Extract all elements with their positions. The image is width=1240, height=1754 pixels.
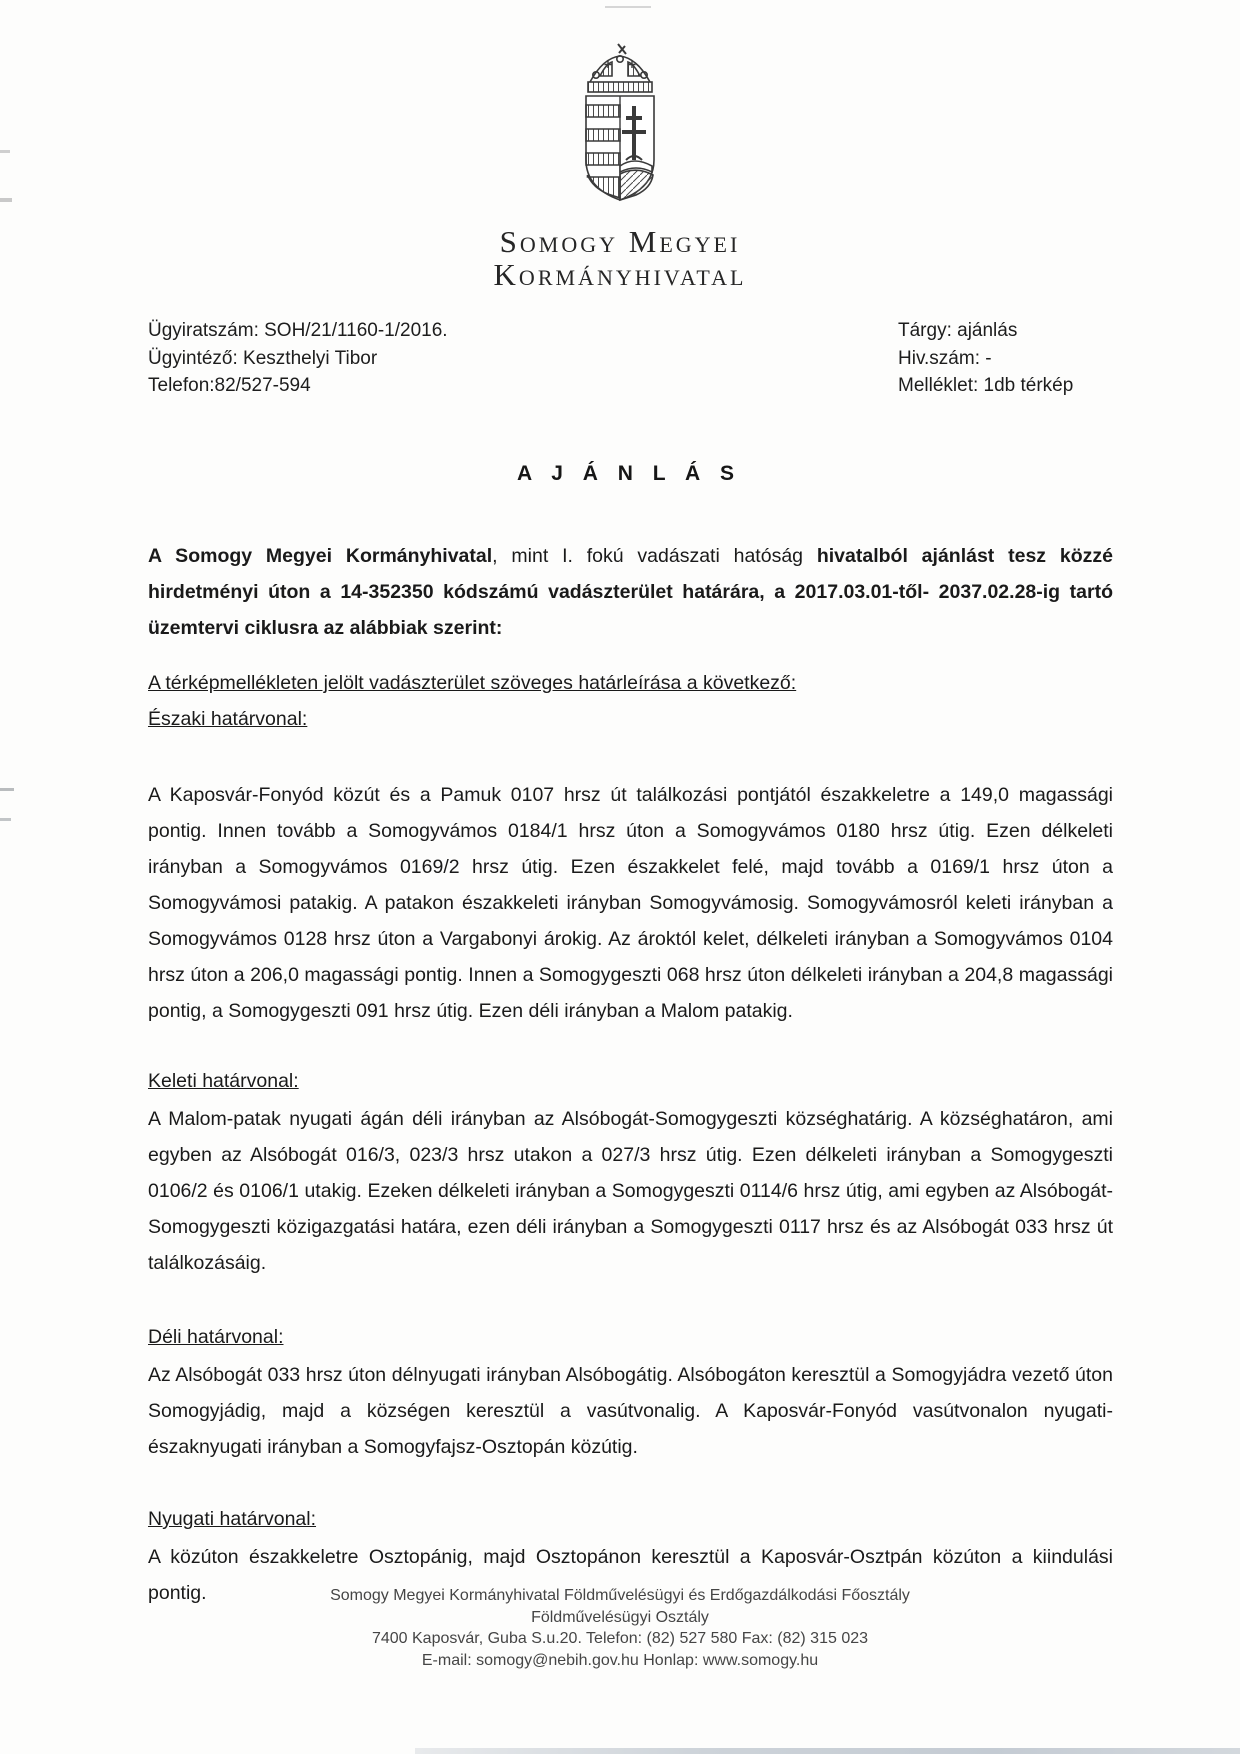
clerk-name: Ügyintéző: Keszthelyi Tibor bbox=[148, 347, 378, 369]
footer-contact-block bbox=[0, 1585, 1240, 1671]
scan-artifact bbox=[0, 150, 10, 153]
map-annex-note: A térképmellékleten jelölt vadászterület szöveges határleírása a következő: bbox=[148, 672, 797, 694]
section-heading-east: Keleti határvonal: bbox=[148, 1070, 299, 1092]
scan-artifact bbox=[0, 788, 14, 791]
section-body-east: A Malom-patak nyugati ágán déli irányban az Alsóbogát-Somogygeszti községhatárig. A községhatáron, ami egyben az Alsóbogát 016/3, 023/3 hrsz utakon a 027/3 hrsz útig. Ezen délkeleti irányban a Somogygeszti 0106/2 és 0106/1 utakig. Ezeken délkeleti irányban a Somogygeszti 0114/6 hrsz útig, ami egyben az Alsóbogát-Somogygeszti közigazgatási határa, ezen déli irányban a Somogygeszti 0117 hrsz és az Alsóbogát 033 hrsz út találkozásáig. bbox=[148, 1108, 1113, 1274]
intro-regular-mid: , mint I. fokú vadászati hatóság bbox=[492, 544, 817, 567]
document-body bbox=[0, 538, 1240, 1612]
scan-artifact bbox=[0, 818, 11, 821]
document-title: A J Á N L Á S bbox=[516, 461, 742, 485]
hungarian-coat-of-arms-icon bbox=[556, 201, 684, 218]
section-heading-south: Déli határvonal: bbox=[148, 1326, 284, 1348]
header bbox=[0, 0, 1240, 291]
intro-bold-lead: A Somogy Megyei Kormányhivatal bbox=[148, 544, 493, 567]
subject-line: Tárgy: ajánlás bbox=[898, 320, 1018, 341]
section-east-boundary bbox=[148, 1063, 1113, 1281]
org-name-line2: Kormányhivatal bbox=[493, 257, 747, 292]
intro-paragraph bbox=[148, 538, 1113, 646]
phone-number: Telefon:82/527-594 bbox=[148, 375, 311, 396]
footer-address-phone: 7400 Kaposvár, Guba S.u.20. Telefon: (82) 527 580 Fax: (82) 315 023 bbox=[371, 1630, 869, 1647]
meta-left bbox=[148, 317, 448, 400]
case-number: Ügyiratszám: SOH/21/1160-1/2016. bbox=[148, 320, 448, 341]
org-name bbox=[0, 225, 1240, 291]
section-south-boundary bbox=[148, 1319, 1113, 1465]
footer-email-web: E-mail: somogy@nebih.gov.hu Honlap: www.somogy.hu bbox=[421, 1651, 819, 1669]
meta-right bbox=[898, 317, 1108, 400]
scan-artifact bbox=[605, 6, 651, 8]
scan-edge-shadow bbox=[415, 1748, 1240, 1754]
meta-row bbox=[0, 291, 1240, 400]
scan-artifact bbox=[0, 198, 12, 202]
footer-division: Földművelésügyi Osztály bbox=[531, 1608, 709, 1626]
org-name-line1: Somogy Megyei bbox=[499, 224, 741, 259]
attachment-line: Melléklet: 1db térkép bbox=[898, 375, 1074, 396]
section-heading-north: Északi határvonal: bbox=[148, 708, 308, 730]
section-body-west: A közúton északkeletre Osztopánig, majd Osztopánon keresztül a Kaposvár-Osztpán közúton a kiindulási pontig. bbox=[148, 1546, 1113, 1604]
section-body-south: Az Alsóbogát 033 hrsz úton délnyugati irányban Alsóbogátig. Alsóbogáton keresztül a Somogyjádra vezető úton Somogyjádig, majd a községen keresztül a vasútvonalig. A Kaposvár-Fonyód vasútvonalon nyugati-északnyugati irányban a Somogyfajsz-Osztopán közútig. bbox=[148, 1364, 1113, 1458]
reference-number: Hiv.szám: - bbox=[898, 347, 992, 369]
section-heading-west: Nyugati határvonal: bbox=[148, 1508, 317, 1530]
intro-bold-rest: hivatalból ajánlást tesz közzé hirdetményi úton a 14-352350 kódszámú vadászterület határára, a 2017.03.01-től- 2037.02.28-ig tartó üzemtervi ciklusra az alábbiak szerint: bbox=[148, 544, 1113, 639]
section-north-boundary bbox=[148, 701, 1113, 1029]
section-body-north: A Kaposvár-Fonyód közút és a Pamuk 0107 hrsz út találkozási pontjától északkeletre a 149,0 magassági pontig. Innen tovább a Somogyvámos 0184/1 hrsz úton a Somogyvámos 0180 hrsz útig. Ezen délkeleti irányban a Somogyvámos 0169/2 hrsz útig. Ezen északkelet felé, majd tovább a 0169/1 hrsz úton a Somogyvámosi patakig. A patakon északkeleti irányban Somogyvámosig. Somogyvámosról keleti irányban a Somogyvámos 0128 hrsz úton a Vargabonyi árokig. Az ároktól kelet, délkeleti irányban a Somogyvámos 0104 hrsz úton a 206,0 magassági pontig. Innen a Somogygeszti 068 hrsz úton délkeleti irányban a 204,8 magassági pontig, a Somogygeszti 091 hrsz útig. Ezen déli irányban a Malom patakig. bbox=[148, 784, 1113, 1022]
footer-department: Somogy Megyei Kormányhivatal Földművelésügyi és Erdőgazdálkodási Főosztály bbox=[330, 1587, 910, 1604]
